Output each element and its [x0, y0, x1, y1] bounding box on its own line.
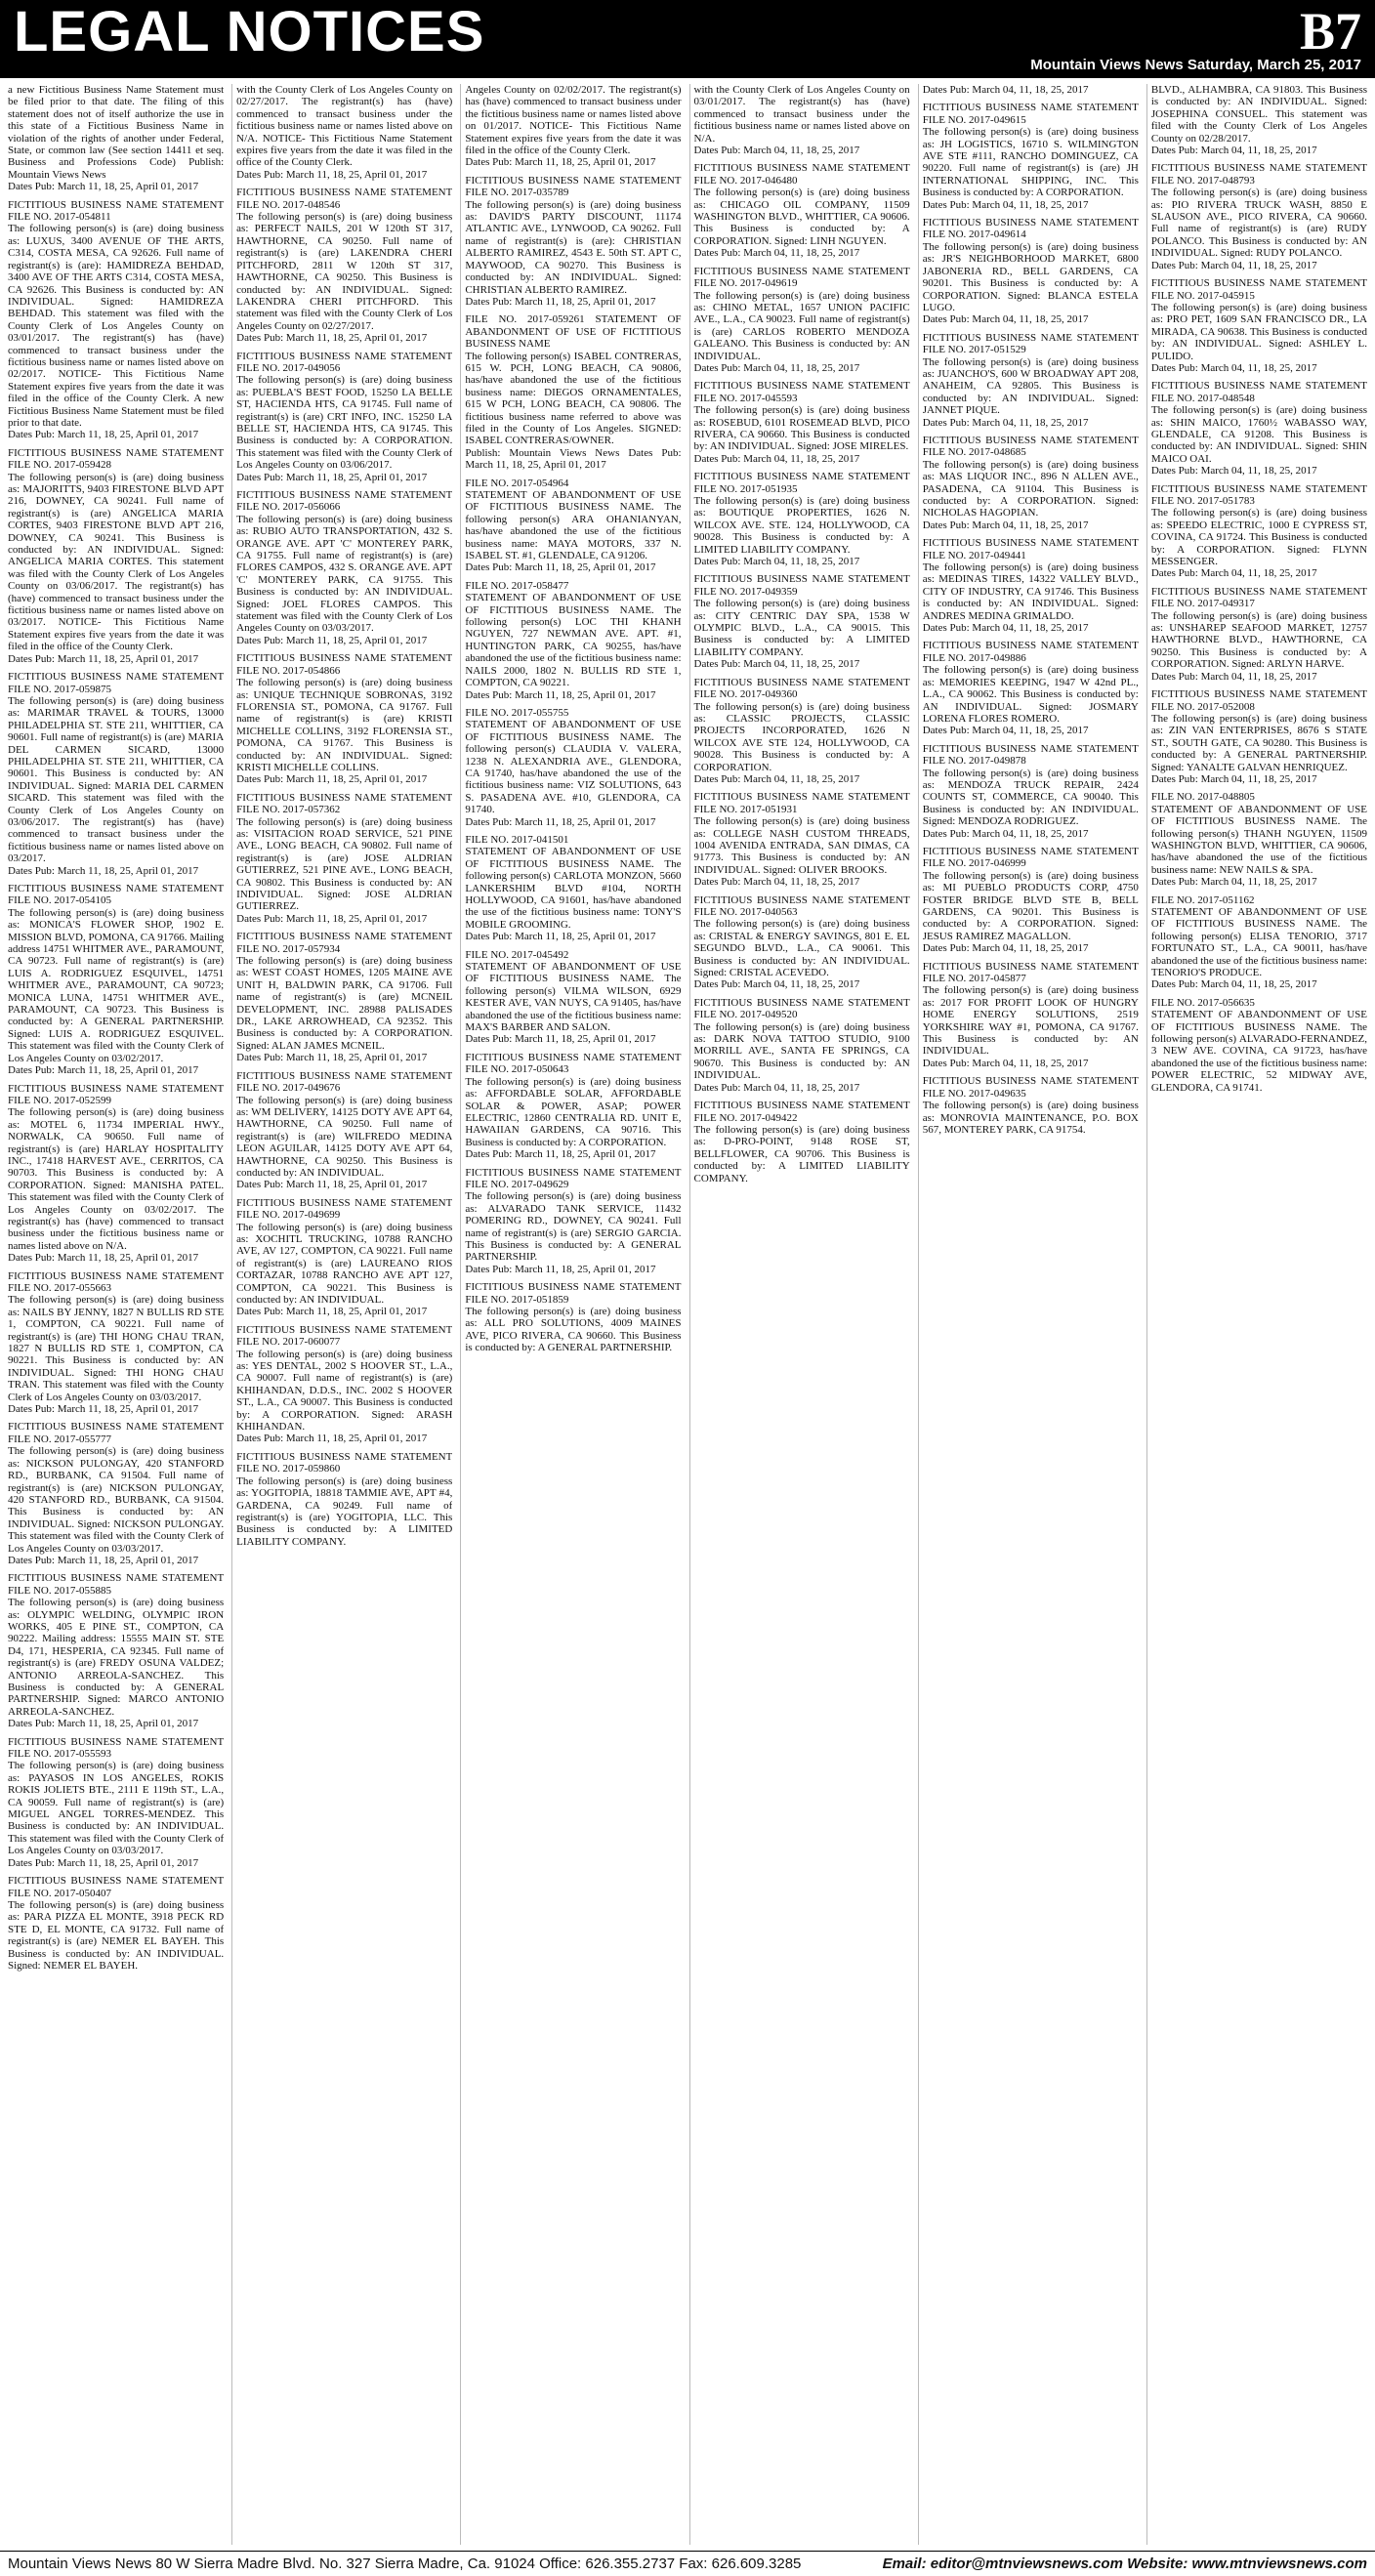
notice-heading: FICTITIOUS BUSINESS NAME STATEMENT FILE NO. 2017-049619 [693, 265, 910, 290]
notice-heading: FICTITIOUS BUSINESS NAME STATEMENT FILE NO. 2017-048793 [1150, 162, 1367, 187]
notice-column [8, 84, 224, 2545]
notice-heading: FILE NO. 2017-045492 [465, 948, 569, 961]
notice-body: STATEMENT OF ABANDONMENT OF USE OF FICTITIOUS BUSINESS NAME. The following person(s) THANH NGUYEN, 11509 WASHINGTON BLVD, WHITTIER, CA 90606, has/have abandoned the use of the fictitious business name: NEW NAILS & SPA. [1150, 803, 1367, 876]
notice-publication-dates: Dates Pub: March 04, 11, 18, 25, 2017 [693, 556, 860, 568]
notice-body: The following person(s) is (are) doing business as: ALL PRO SOLUTIONS, 4009 MAINES AVE, PICO RIVERA, CA 90660. This Business is conducted by: A GENERAL PARTNERSHIP. [465, 1306, 682, 1354]
legal-notice [465, 707, 681, 828]
notice-publication-dates: Dates Pub: March 04, 11, 18, 25, 2017 [1150, 772, 1317, 785]
legal-notice [694, 471, 910, 567]
notice-body: The following person(s) is (are) doing business as: UNIQUE TECHNIQUE SOBRONAS, 3192 FLORENSIA ST., POMONA, CA 91767. Full name of registrant(s) is (are) KRISTI MICHELLE COLLINS, 3192 FLORENSIA ST., POMONA, CA 91767. This Business is conducted by: AN INDIVIDUAL. Signed: KRISTI MICHELLE COLLINS. [236, 677, 453, 773]
notice-body: The following person(s) is (are) doing business as: AFFORDABLE SOLAR, AFFORDABLE SOLAR & POWER, ASAP; POWER ELECTRIC, 12860 CENTRALIA RD. UNIT E, HAWAIIAN GARDENS, CA 90716. This Business is conducted by: A CORPORATION. [465, 1075, 682, 1148]
notice-body: with the County Clerk of Los Angeles County on 02/27/2017. The registrant(s) has (have) commenced to transact business under the fictitious business name or names listed above on N/A. NOTICE- This Fictitious Name Statement expires five years from the date it was filed in the office of the County Clerk. [236, 84, 453, 169]
notice-body: The following person(s) is (are) doing business as: JR'S NEIGHBORHOOD MARKET, 6800 JABONERIA RD., BELL GARDENS, CA 90201. This Business is conducted by: A CORPORATION. Signed: BLANCA ESTELA LUGO. [922, 240, 1139, 313]
notice-publication-dates: Dates Pub: March 11, 18, 25, April 01, 2017 [8, 1856, 199, 1869]
legal-notice [465, 313, 681, 471]
notice-body: The following person(s) is (are) doing business as: D-PRO-POINT, 9148 ROSE ST, BELLFLOWER, CA 90706. This Business is conducted by: A LIMITED LIABILITY COMPANY. [693, 1123, 910, 1184]
legal-notice [8, 1421, 224, 1566]
legal-notice [694, 84, 910, 156]
notice-body: The following person(s) is (are) doing business as: XOCHITL TRUCKING, 10788 RANCHO AVE, AV 127, COMPTON, CA 90221. Full name of registrant(s) is (are) LAUREANO RIOS CORTAZAR, 10788 RANCHO AVE APT 127, COMPTON, CA 90221. This Business is conducted by: AN INDIVIDUAL. [236, 1221, 453, 1306]
notice-heading: FICTITIOUS BUSINESS NAME STATEMENT FILE NO. 2017-055663 [8, 1269, 225, 1294]
notice-heading: FICTITIOUS BUSINESS NAME STATEMENT FILE NO. 2017-055777 [8, 1421, 225, 1445]
legal-notice [1151, 586, 1367, 683]
notice-publication-dates: Dates Pub: March 11, 18, 25, April 01, 2017 [465, 931, 656, 943]
legal-notice [923, 640, 1139, 736]
notice-heading: FICTITIOUS BUSINESS NAME STATEMENT FILE NO. 2017-048685 [922, 434, 1139, 459]
legal-notice [694, 997, 910, 1094]
notice-heading: FICTITIOUS BUSINESS NAME STATEMENT FILE NO. 2017-045593 [693, 380, 910, 404]
legal-notice [1151, 894, 1367, 991]
legal-notice [923, 961, 1139, 1070]
notice-heading: FICTITIOUS BUSINESS NAME STATEMENT FILE NO. 2017-051931 [693, 791, 910, 815]
legal-notice [694, 380, 910, 465]
notice-publication-dates: Dates Pub: March 04, 11, 18, 25, 2017 [693, 361, 860, 374]
legal-notice [923, 435, 1139, 531]
notice-heading: FICTITIOUS BUSINESS NAME STATEMENT FILE NO. 2017-051783 [1150, 482, 1367, 507]
notice-body: The following person(s) is (are) doing business as: MAS LIQUOR INC., 896 N ALLEN AVE., PASADENA, CA 91104. This Business is conducted by: A CORPORATION. Signed: NICHOLAS HAGOPIAN. [922, 458, 1139, 519]
notice-body: The following person(s) is (are) doing business as: DAVID'S PARTY DISCOUNT, 11174 ATLANTIC AVE., LYNWOOD, CA 90262. Full name of registrant(s) is (are): CHRISTIAN ALBERTO RAMIREZ, 4543 E. 50th ST. APT C, MAYWOOD, CA 90270. This Business is conducted by: AN INDIVIDUAL. Signed: CHRISTIAN ALBERTO RAMIREZ. [465, 198, 682, 296]
notice-body: The following person(s) is (are) doing business as: JUANCHO'S, 600 W BROADWAY APT 208, ANAHEIM, CA 92805. This Business is conducted by: AN INDIVIDUAL. Signed: JANNET PIQUE. [922, 355, 1139, 417]
notice-body: Dates Pub: March 04, 11, 18, 25, 2017 [922, 84, 1089, 96]
legal-notice [8, 84, 224, 193]
notice-publication-dates: Dates Pub: March 11, 18, 25, April 01, 2017 [465, 156, 656, 169]
notice-publication-dates: Dates Pub: March 04, 11, 18, 25, 2017 [693, 772, 860, 785]
notice-heading: FICTITIOUS BUSINESS NAME STATEMENT FILE NO. 2017-046480 [693, 162, 910, 187]
notice-body: STATEMENT OF ABANDONMENT OF USE OF FICTITIOUS BUSINESS NAME. The following person(s) LOC THI KHANH NGUYEN, 727 NEWMAN AVE. APT. #1, HUNTINGTON PARK, CA 90255, has/have abandoned the use of the fictitious business name: NAILS 2000, 1802 N. BULLIS RD STE 1, COMPTON, CA 90221. [465, 592, 682, 689]
legal-notice [1151, 277, 1367, 374]
publication-date-line: Mountain Views News Saturday, March 25, 2017 [1030, 57, 1361, 73]
notice-heading: FICTITIOUS BUSINESS NAME STATEMENT FILE NO. 2017-054866 [236, 652, 453, 677]
notice-column [689, 84, 910, 2545]
notice-column [460, 84, 681, 2545]
notice-publication-dates: Dates Pub: March 11, 18, 25, April 01, 2017 [236, 1306, 428, 1318]
notice-heading: FICTITIOUS BUSINESS NAME STATEMENT FILE NO. 2017-049441 [922, 537, 1139, 561]
legal-notice [236, 187, 452, 344]
notice-body: The following person(s) is (are) doing business as: JH LOGISTICS, 16710 S. WILMINGTON AVE STE #111, RANCHO DOMINGUEZ, CA 90220. Full name of registrant(s) is (are) JH INTERNATIONAL SHIPPING, INC. This Business is conducted by: A CORPORATION. [922, 126, 1139, 199]
legal-notice [465, 1052, 681, 1161]
notice-publication-dates: Dates Pub: March 11, 18, 25, April 01, 2017 [236, 471, 428, 483]
notice-body: The following person(s) is (are) doing business as: MEMORIES KEEPING, 1947 W 42nd PL., L.A., CA 90062. This Business is conducted by: AN INDIVIDUAL. Signed: JOSMARY LORENA FLORES ROMERO. [922, 664, 1139, 725]
notice-heading: FICTITIOUS BUSINESS NAME STATEMENT FILE NO. 2017-049615 [922, 102, 1139, 126]
footer-contact-info: Mountain Views News 80 W Sierra Madre Blvd. No. 327 Sierra Madre, Ca. 91024 Office: 626.355.2737 Fax: 626.609.3285 [8, 2555, 802, 2572]
notice-publication-dates: Dates Pub: March 04, 11, 18, 25, 2017 [922, 1057, 1089, 1069]
notice-publication-dates: Dates Pub: March 11, 18, 25, April 01, 2017 [8, 1064, 199, 1077]
notice-publication-dates: Dates Pub: March 04, 11, 18, 25, 2017 [922, 827, 1089, 840]
notice-body: The following person(s) ISABEL CONTRERAS, 615 W. PCH, LONG BEACH, CA 90806, has/have abandoned the use of the fictitious business name: DIEGOS ORNAMENTALES, 615 W PCH, LONG BEACH, CA 90806. The fictitious business name referred to above was filed in the County of Los Angeles. SIGNED: ISABEL CONTRERAS/OWNER. [465, 350, 682, 447]
legal-notice [8, 1572, 224, 1729]
notice-body: The following person(s) is (are) doing business as: RUBIO AUTO TRANSPORTATION, 432 S. ORANGE AVE. APT 'C' MONTEREY PARK, CA 91755. Full name of registrant(s) is (are) FLORES CAMPOS, 432 S. ORANGE AVE. APT 'C' MONTEREY PARK, CA 91755. This Business is conducted by: AN INDIVIDUAL. Signed: JOEL FLORES CAMPOS. This statement was filed with the County Clerk of Los Angeles County on 03/03/2017. [236, 513, 453, 635]
legal-notice [8, 447, 224, 665]
notice-publication-dates: Dates Pub: March 04, 11, 18, 25, 2017 [693, 452, 860, 465]
notice-body: with the County Clerk of Los Angeles County on 03/01/2017. The registrant(s) has (have) commenced to transact business under the fictitious business name or names listed above on N/A. [693, 84, 910, 145]
notice-heading: FICTITIOUS BUSINESS NAME STATEMENT FILE NO. 2017-049520 [693, 996, 910, 1021]
notice-body: The following person(s) is (are) doing business as: MOTEL 6, 11734 IMPERIAL HWY., NORWALK, CA 90650. Full name of registrant(s) is (are) HARLAY HOSPITALITY INC., 17418 HARVEST AVE., CERRITOS, CA 90703. This Business is conducted by: A CORPORATION. Signed: MANISHA PATEL. This statement was filed with the County Clerk of Los Angeles County on 03/02/2017. The registrant(s) has (have) commenced to transact business under the fictitious business name or names listed above on N/A. [8, 1106, 225, 1252]
legal-notice [465, 1167, 681, 1276]
legal-notice [1151, 688, 1367, 785]
notice-heading: FICTITIOUS BUSINESS NAME STATEMENT FILE NO. 2017-035789 [465, 174, 682, 199]
legal-notice [8, 1875, 224, 1972]
notice-heading: FICTITIOUS BUSINESS NAME STATEMENT FILE NO. 2017-050407 [8, 1875, 225, 1899]
notice-heading: FICTITIOUS BUSINESS NAME STATEMENT FILE NO. 2017-046999 [922, 845, 1139, 870]
notice-heading: FICTITIOUS BUSINESS NAME STATEMENT FILE NO. 2017-045877 [922, 960, 1139, 985]
notice-heading: FICTITIOUS BUSINESS NAME STATEMENT FILE NO. 2017-049360 [693, 676, 910, 701]
notice-publication-dates: Dates Pub: March 11, 18, 25, April 01, 2017 [465, 1263, 656, 1275]
legal-notice [8, 199, 224, 441]
notice-body: The following person(s) is (are) doing business as: PAYASOS IN LOS ANGELES, ROKIS ROKIS JOLIETS BTE., 2111 E 119th ST., L.A., CA 90059. Full name of registrant(s) is (are) MIGUEL ANGEL TORRES-MENDEZ. This Business is conducted by: AN INDIVIDUAL. This statement was filed with the County Clerk of Los Angeles County on 03/03/2017. [8, 1760, 225, 1857]
notice-publication-dates: Dates Pub: March 04, 11, 18, 25, 2017 [1150, 978, 1317, 991]
notice-heading: FICTITIOUS BUSINESS NAME STATEMENT FILE NO. 2017-049878 [922, 742, 1139, 768]
notice-publication-dates: Dates Pub: March 04, 11, 18, 25, 2017 [693, 247, 860, 260]
notice-publication-dates: Dates Pub: March 11, 18, 25, April 01, 2017 [236, 634, 428, 646]
notice-publication-dates: Dates Pub: March 04, 11, 18, 25, 2017 [693, 658, 860, 671]
legal-notice [8, 671, 224, 877]
notice-body: The following person(s) is (are) doing business as: OLYMPIC WELDING, OLYMPIC IRON WORKS, 405 E PINE ST., COMPTON, CA 90222. Mailing address: 15555 MAIN ST. STE D4, 171, HESPERIA, CA 92345. Full name of registrant(s) is (are) FREDY OSUNA VALDEZ; ANTONIO ARREOLA-SANCHEZ. This Business is conducted by: A GENERAL PARTNERSHIP. Signed: MARCO ANTONIO ARREOLA-SANCHEZ. [8, 1597, 225, 1718]
legal-notice [923, 332, 1139, 429]
legal-notice [1151, 84, 1367, 156]
notice-heading: FICTITIOUS BUSINESS NAME STATEMENT FILE NO. 2017-049676 [236, 1069, 453, 1095]
legal-notice [1151, 483, 1367, 580]
legal-notice [923, 84, 1139, 96]
notice-publication-dates: Dates Pub: March 11, 18, 25, April 01, 2017 [236, 332, 428, 345]
legal-notice [694, 162, 910, 259]
notice-publication-dates: Dates Pub: March 04, 11, 18, 25, 2017 [1150, 567, 1317, 580]
legal-notice [8, 1736, 224, 1869]
notice-body: The following person(s) is (are) doing business as: MONICA'S FLOWER SHOP, 1902 E. MISSION BLVD, POMONA, CA 91766. Mailing address 14751 WHITMER AVE., PARAMOUNT, CA 90723. Full name of registrant(s) is (are) LUIS A. RODRIGUEZ ESQUIVEL, 14751 WHITMER AVE., PARAMOUNT, CA 90723; MONICA LUNA, 14751 WHITMER AVE., PARAMOUNT, CA 90723. This Business is conducted by: A GENERAL PARTNERSHIP. Signed: LUIS A. RODRIGUEZ ESQUIVEL. This statement was filed with the County Clerk of Los Angeles County on 03/02/2017. [8, 906, 225, 1064]
notice-publication-dates: Dates Pub: March 11, 18, 25, April 01, 2017 [236, 168, 428, 181]
notice-heading: FICTITIOUS BUSINESS NAME STATEMENT FILE NO. 2017-049317 [1150, 585, 1367, 610]
legal-notice [465, 580, 681, 701]
notice-heading: FICTITIOUS BUSINESS NAME STATEMENT FILE NO. 2017-057362 [236, 791, 453, 816]
notice-publication-dates: Dates Pub: March 04, 11, 18, 25, 2017 [1150, 361, 1317, 374]
notice-body: STATEMENT OF ABANDONMENT OF USE OF FICTITIOUS BUSINESS NAME. The following person(s) CARLOTA MONZON, 5660 LANKERSHIM BLVD #104, NORTH HOLLYWOOD, CA 91601, has/have abandoned the use of the fictitious business name: TONY'S MOBILE GROOMING. [465, 846, 682, 931]
notice-heading: FICTITIOUS BUSINESS NAME STATEMENT FILE NO. 2017-054811 [8, 198, 225, 224]
notice-publication-dates: Dates Pub: March 04, 11, 18, 25, 2017 [922, 942, 1089, 955]
notice-heading: FICTITIOUS BUSINESS NAME STATEMENT FILE NO. 2017-059875 [8, 671, 225, 695]
legal-notice [236, 84, 452, 181]
notice-body: The following person(s) is (are) doing business as: CITY CENTRIC DAY SPA, 1538 W OLYMPIC BLVD., L.A., CA 90015. This Business is conducted by: A LIMITED LIABILITY COMPANY. [693, 598, 910, 658]
legal-notice [465, 949, 681, 1046]
notice-body: BLVD., ALHAMBRA, CA 91803. This Business is conducted by: AN INDIVIDUAL. Signed: JOSEPHINA CONSUEL. This statement was filed with the County Clerk of Los Angeles County on 02/28/2017. [1150, 84, 1367, 145]
notice-body: The following person(s) is (are) doing business as: LUXUS, 3400 AVENUE OF THE ARTS, C314, COSTA MESA, CA 92626. Full name of registrant(s) is (are): HAMIDREZA BEHDAD, 3400 AVE OF THE ARTS C314, COSTA MESA, CA 92626. This Business is conducted by: AN INDIVIDUAL. Signed: HAMIDREZA BEHDAD. This statement was filed with the County Clerk of Los Angeles County on 03/01/2017. The registrant(s) has (have) commenced to transact business under the fictitious business name or names listed above on 02/2017. NOTICE- This Fictitious Name Statement expires five years from the date it was filed in the office of the County Clerk. A new Fictitious Business Name Statement must be filed prior to that date. [8, 223, 225, 429]
legal-notice [694, 1100, 910, 1184]
legal-notice [694, 677, 910, 786]
legal-notice [923, 743, 1139, 840]
legal-notice [236, 489, 452, 646]
legal-notice [8, 883, 224, 1077]
notice-heading: FICTITIOUS BUSINESS NAME STATEMENT FILE NO. 2017-049359 [693, 573, 910, 598]
notice-body: The following person(s) is (are) doing business as: PARA PIZZA EL MONTE, 3918 PECK RD STE D, EL MONTE, CA 91732. Full name of registrant(s) is (are) NEMER EL BAYEH. This Business is conducted by: AN INDIVIDUAL. Signed: NEMER EL BAYEH. [8, 1898, 225, 1972]
notice-publication-dates: Dates Pub: March 04, 11, 18, 25, 2017 [922, 725, 1089, 737]
notice-body: The following person(s) is (are) doing business as: PERFECT NAILS, 201 W 120th ST 317, HAWTHORNE, CA 90250. Full name of registrant(s) is (are) LAKENDRA CHERI PITCHFORD, 2811 W 120th ST 317, HAWTHORNE, CA 90250. This Business is conducted by: AN INDIVIDUAL. Signed: LAKENDRA CHERI PITCHFORD. This statement was filed with the County Clerk of Los Angeles County on 02/27/2017. [236, 211, 453, 332]
notice-body: a new Fictitious Business Name Statement must be filed prior to that date. The filing of this statement does not of itself authorize the use in this state of a Fictitious Business Name in violation of the rights of another under Federal, State, or common law (See section 14411 et seq. Business and Professions Code) Publish: Mountain Views News [8, 84, 225, 181]
notice-heading: FILE NO. 2017-056635 [1150, 996, 1255, 1009]
notice-heading: FILE NO. 2017-059261 STATEMENT OF ABANDONMENT OF USE OF FICTITIOUS BUSINESS NAME [465, 313, 682, 351]
notice-publication-dates: Dates Pub: March 04, 11, 18, 25, 2017 [693, 876, 860, 889]
notice-body: The following person(s) is (are) doing business as: VISITACION ROAD SERVICE, 521 PINE AVE., LONG BEACH, CA 90802. Full name of registrant(s) is (are) JOSE ALDRIAN GUTIERREZ, 521 PINE AVE., LONG BEACH, CA 90802. This Business is conducted by: AN INDIVIDUAL. Signed: JOSE ALDRIAN GUTIERREZ. [236, 815, 453, 913]
notice-body: STATEMENT OF ABANDONMENT OF USE OF FICTITIOUS BUSINESS NAME. The following person(s) ARA OHANIANYAN, has/have abandoned the use of the fictitious business name: MAYA MOTORS, 337 N. ISABEL ST. #1, GLENDALE, CA 91206. [465, 489, 682, 562]
notice-body: The following person(s) is (are) doing business as: MI PUEBLO PRODUCTS CORP, 4750 FOSTER BRIDGE BLVD STE B, BELL GARDENS, CA 90201. This Business is conducted by: A CORPORATION. Signed: JESUS RAMIREZ MAGALLON. [922, 869, 1139, 942]
notice-heading: FICTITIOUS BUSINESS NAME STATEMENT FILE NO. 2017-052599 [8, 1082, 225, 1106]
notice-heading: FICTITIOUS BUSINESS NAME STATEMENT FILE NO. 2017-049886 [922, 640, 1139, 664]
notice-body: The following person(s) is (are) doing business as: WEST COAST HOMES, 1205 MAINE AVE UNIT H, BALDWIN PARK, CA 91706. Full name of registrant(s) is (are) MCNEIL DEVELOPMENT, INC. 28988 PALISADES DR., LAKE ARROWHEAD, CA 92352. This Business is conducted by: A CORPORATION. Signed: ALAN JAMES MCNEIL. [236, 955, 453, 1052]
notice-publication-dates: Dates Pub: March 04, 11, 18, 25, 2017 [922, 198, 1089, 211]
page-header [0, 0, 1375, 78]
notice-publication-dates: Dates Pub: March 11, 18, 25, April 01, 2017 [8, 864, 199, 877]
notice-heading: FICTITIOUS BUSINESS NAME STATEMENT FILE NO. 2017-051935 [693, 471, 910, 495]
notice-heading: FICTITIOUS BUSINESS NAME STATEMENT FILE NO. 2017-048548 [1150, 380, 1367, 404]
legal-notice [1151, 791, 1367, 888]
notice-heading: FICTITIOUS BUSINESS NAME STATEMENT FILE NO. 2017-057934 [236, 931, 453, 955]
notice-heading: FICTITIOUS BUSINESS NAME STATEMENT FILE NO. 2017-052008 [1150, 688, 1367, 713]
notice-body: The following person(s) is (are) doing business as: CHICAGO OIL COMPANY, 11509 WASHINGTON BLVD., WHITTIER, CA 90606. This Business is conducted by: A CORPORATION. Signed: LINH NGUYEN. [693, 187, 910, 247]
page-number: B7 [1299, 2, 1361, 61]
notice-heading: FICTITIOUS BUSINESS NAME STATEMENT FILE NO. 2017-049699 [236, 1196, 453, 1222]
notice-publication-dates: Dates Pub: March 04, 11, 18, 25, 2017 [1150, 259, 1317, 271]
notice-publication-dates: Dates Pub: March 04, 11, 18, 25, 2017 [922, 416, 1089, 429]
notice-publication-dates: Dates Pub: March 11, 18, 25, April 01, 2017 [236, 1052, 428, 1064]
notice-heading: FICTITIOUS BUSINESS NAME STATEMENT FILE NO. 2017-059428 [8, 446, 225, 472]
notice-heading: FICTITIOUS BUSINESS NAME STATEMENT FILE NO. 2017-051529 [922, 331, 1139, 356]
notice-heading: FICTITIOUS BUSINESS NAME STATEMENT FILE NO. 2017-049635 [922, 1075, 1139, 1100]
notice-heading: FICTITIOUS BUSINESS NAME STATEMENT FILE NO. 2017-048546 [236, 187, 453, 211]
notice-publication-dates: Dates Pub: March 04, 11, 18, 25, 2017 [922, 313, 1089, 326]
notice-publication-dates: Dates Pub: March 11, 18, 25, April 01, 2017 [8, 1252, 199, 1265]
legal-notice [236, 1324, 452, 1445]
notice-heading: FICTITIOUS BUSINESS NAME STATEMENT FILE NO. 2017-050643 [465, 1051, 682, 1076]
notice-heading: FICTITIOUS BUSINESS NAME STATEMENT FILE NO. 2017-045915 [1150, 277, 1367, 302]
legal-notice [1151, 380, 1367, 477]
notice-publication-dates: Dates Pub: March 11, 18, 25, April 01, 2017 [465, 815, 656, 828]
notice-publication-dates: Dates Pub: March 11, 18, 25, April 01, 2017 [465, 561, 656, 574]
notice-body: The following person(s) is (are) doing business as: MENDOZA TRUCK REPAIR, 2424 COUNTS ST, COMMERCE, CA 90040. This Business is conducted by: AN INDIVIDUAL. Signed: MENDOZA RODRIGUEZ. [922, 767, 1139, 828]
notice-column [918, 84, 1139, 2545]
legal-notice [923, 846, 1139, 955]
notice-body: The following person(s) is (are) doing business as: PUEBLA'S BEST FOOD, 15250 LA BELLE ST, HACIENDA HTS, CA 91745. Full name of registrant(s) is (are) CRT INFO, INC. 15250 LA BELLE ST, HACIENDA HTS, CA 91745. This Business is conducted by: A CORPORATION. This statement was filed with the County Clerk of Los Angeles County on 03/06/2017. [236, 374, 453, 472]
legal-notice [236, 792, 452, 925]
notice-body: The following person(s) is (are) doing business as: SHIN MAICO, 1760½ WABASSO WAY, GLENDALE, CA 91208. This Business is conducted by: AN INDIVIDUAL. Signed: SHIN MAICO OAI. [1150, 404, 1367, 465]
notice-publication-dates: Dates Pub: March 04, 11, 18, 25, 2017 [1150, 670, 1317, 683]
legal-notice [236, 931, 452, 1063]
legal-notice [8, 1270, 224, 1416]
notice-body: The following person(s) is (are) doing business as: SPEEDO ELECTRIC, 1000 E CYPRESS ST, COVINA, CA 91724. This Business is conducted by: A CORPORATION. Signed: FLYNN MESSENGER. [1150, 507, 1367, 568]
notice-heading: FICTITIOUS BUSINESS NAME STATEMENT FILE NO. 2017-049614 [922, 217, 1139, 241]
notice-body: The following person(s) is (are) doing business as: ZIN VAN ENTERPRISES, 8676 S STATE ST., SOUTH GATE, CA 90280. This Business is conducted by: A GENERAL PARTNERSHIP. Signed: YANALTE GALVAN HENRIQUEZ. [1150, 712, 1367, 773]
notice-heading: FICTITIOUS BUSINESS NAME STATEMENT FILE NO. 2017-054105 [8, 883, 225, 907]
notice-publication-dates: Dates Pub: March 04, 11, 18, 25, 2017 [693, 1081, 860, 1094]
footer-email-website: Email: editor@mtnviewsnews.com Website: www.mtnviewsnews.com [882, 2555, 1367, 2572]
notice-heading: FILE NO. 2017-048805 [1150, 791, 1255, 804]
page-footer [0, 2551, 1375, 2576]
notice-publication-dates: Dates Pub: March 04, 11, 18, 25, 2017 [693, 978, 860, 991]
notice-heading: FILE NO. 2017-058477 [465, 579, 569, 592]
legal-notice [694, 266, 910, 375]
notices-columns [8, 84, 1367, 2545]
legal-notice [236, 1451, 452, 1548]
notice-heading: FICTITIOUS BUSINESS NAME STATEMENT FILE NO. 2017-056066 [236, 489, 453, 514]
notice-column [231, 84, 452, 2545]
notice-body: The following person(s) is (are) doing business as: BOUTIQUE PROPERTIES, 1626 N. WILCOX AVE. STE. 124, HOLLYWOOD, CA 90028. This Business is conducted by: A LIMITED LIABILITY COMPANY. [693, 495, 910, 556]
legal-notice [923, 102, 1139, 211]
notice-publication-dates: Dates Pub: March 11, 18, 25, April 01, 2017 [465, 295, 656, 308]
notice-body: The following person(s) is (are) doing business as: ALVARADO TANK SERVICE, 11432 POMERING RD., DOWNEY, CA 90241. Full name of registrant(s) is (are) SERGIO GARCIA. This Business is conducted by: A GENERAL PARTNERSHIP. [465, 1190, 682, 1264]
notice-publication-dates: Dates Pub: March 11, 18, 25, April 01, 2017 [465, 688, 656, 701]
notice-heading: FICTITIOUS BUSINESS NAME STATEMENT FILE NO. 2017-055593 [8, 1735, 225, 1761]
section-title: LEGAL NOTICES [14, 0, 485, 63]
notice-heading: FICTITIOUS BUSINESS NAME STATEMENT FILE NO. 2017-060077 [236, 1323, 453, 1349]
legal-notice [465, 1281, 681, 1353]
notice-publication-dates: Dates Pub: March 04, 11, 18, 25, 2017 [693, 145, 860, 157]
notice-heading: FICTITIOUS BUSINESS NAME STATEMENT FILE NO. 2017-049056 [236, 350, 453, 374]
notice-heading: FILE NO. 2017-051162 [1150, 893, 1255, 906]
notice-publication-dates: Dates Pub: March 04, 11, 18, 25, 2017 [922, 519, 1089, 531]
legal-notice [694, 573, 910, 670]
notice-heading: FICTITIOUS BUSINESS NAME STATEMENT FILE NO. 2017-049422 [693, 1100, 910, 1124]
notice-body: The following person(s) is (are) doing business as: YOGITOPIA, 18818 TAMMIE AVE, APT #4, GARDENA, CA 90249. Full name of registrant(s) is (are) YOGITOPIA, LLC. This Business is conducted by: A LIMITED LIABILITY COMPANY. [236, 1475, 453, 1548]
notice-publication-dates: Dates Pub: March 11, 18, 25, April 01, 2017 [8, 181, 199, 193]
notice-publication-dates: Dates Pub: March 11, 18, 25, April 01, 2017 [236, 912, 428, 925]
notice-body: The following person(s) is (are) doing business as: NAILS BY JENNY, 1827 N BULLIS RD STE 1, COMPTON, CA 90221. Full name of registrant(s) is (are) THI HONG CHAU TRAN, 1827 N BULLIS RD STE 1, COMPTON, CA 90221. This Business is conducted by: AN INDIVIDUAL. Signed: THI HONG CHAU TRAN. This statement was filed with the County Clerk of Los Angeles County on 03/03/2017. [8, 1294, 225, 1403]
legal-notice [236, 1070, 452, 1191]
notice-body: Angeles County on 02/02/2017. The registrant(s) has (have) commenced to transact business under the fictitious business name or names listed above on 01/2017. NOTICE- This Fictitious Name Statement expires five years from the date it was filed in the office of the County Clerk. [465, 84, 682, 157]
notice-publication-dates: Dates Pub: March 04, 11, 18, 25, 2017 [1150, 876, 1317, 889]
legal-notice [236, 1197, 452, 1318]
notice-body: The following person(s) is (are) doing business as: MARIMAR TRAVEL & TOURS, 13000 PHILADELPHIA ST. STE 211, WHITTIER, CA 90601. Full name of registrant(s) is (are) MARIA DEL CARMEN SICARD, 13000 PHILADELPHIA ST. STE 211, WHITTIER, CA 90601. This Business is conducted by: AN INDIVIDUAL. Signed: MARIA DEL CARMEN SICARD. This statement was filed with the County Clerk of Los Angeles County on 03/06/2017. The registrant(s) has (have) commenced to transact business under the fictitious business name or names listed above on 03/2017. [8, 694, 225, 865]
notice-publication-dates: Dates Pub: March 11, 18, 25, April 01, 2017 [236, 1433, 428, 1445]
notice-heading: FICTITIOUS BUSINESS NAME STATEMENT FILE NO. 2017-040563 [693, 893, 910, 918]
notice-publication-dates: Dates Pub: March 11, 18, 25, April 01, 2017 [8, 652, 199, 665]
notice-body: The following person(s) is (are) doing business as: DARK NOVA TATTOO STUDIO, 9100 MORRILL AVE., SANTA FE SPRINGS, CA 90670. This Business is conducted by: AN INDIVIDUAL. [693, 1020, 910, 1082]
notice-publication-dates: Dates Pub: March 11, 18, 25, April 01, 2017 [8, 1554, 199, 1566]
notice-body: The following person(s) is (are) doing business as: PIO RIVERA TRUCK WASH, 8850 E SLAUSON AVE., PICO RIVERA, CA 90660. Full name of registrant(s) is (are) RUDY POLANCO. This Business is conducted by: AN INDIVIDUAL. Signed: RUDY POLANCO. [1150, 187, 1367, 260]
notice-body: The following person(s) is (are) doing business as: WM DELIVERY, 14125 DOTY AVE APT 64, HAWTHORNE, CA 90250. Full name of registrant(s) is (are) WILFREDO MEDINA LEON AGUILAR, 14125 DOTY AVE APT 64, HAWTHORNE, CA 90250. This Business is conducted by: AN INDIVIDUAL. [236, 1094, 453, 1179]
notice-heading: FILE NO. 2017-041501 [465, 833, 569, 846]
notice-body: STATEMENT OF ABANDONMENT OF USE OF FICTITIOUS BUSINESS NAME. The following person(s) CLAUDIA V. VALERA, 1238 N. ALEXANDRIA AVE., GLENDORA, CA 91740, has/have abandoned the use of the fictitious business name: VIZ SOLUTIONS, 643 S. PASADENA AVE. #10, GLENDORA, CA 91740. [465, 719, 682, 816]
notice-publication-dates: Dates Pub: March 11, 18, 25, April 01, 2017 [8, 1403, 199, 1416]
legal-notice [465, 478, 681, 574]
notice-publication-dates: Dates Pub: March 04, 11, 18, 25, 2017 [1150, 465, 1317, 478]
legal-notice [465, 834, 681, 943]
notice-heading: FICTITIOUS BUSINESS NAME STATEMENT FILE NO. 2017-059860 [236, 1450, 453, 1475]
notice-column [1146, 84, 1367, 2545]
legal-notice [1151, 997, 1367, 1094]
notice-body: The following person(s) is (are) doing business as: MONROVIA MAINTENANCE, P.O. BOX 567, MONTEREY PARK, CA 91754. [922, 1100, 1139, 1136]
notice-body: The following person(s) is (are) doing business as: ROSEBUD, 6101 ROSEMEAD BLVD, PICO RIVERA, CA 90660. This Business is conducted by: AN INDIVIDUAL. Signed: JOSE MIRELES. [693, 404, 910, 453]
notice-heading: FILE NO. 2017-054964 [465, 477, 569, 489]
notice-body: The following person(s) is (are) doing business as: 2017 FOR PROFIT LOOK OF HUNGRY HOME ENERGY SOLUTIONS, 2519 YORKSHIRE WAY #1, POMONA, CA 91767. This Business is conducted by: AN INDIVIDUAL. [922, 984, 1139, 1058]
notice-publication-dates: Dates Pub: March 11, 18, 25, April 01, 2017 [8, 429, 199, 441]
notice-body: STATEMENT OF ABANDONMENT OF USE OF FICTITIOUS BUSINESS NAME. The following person(s) VILMA WILSON, 6929 KESTER AVE, VAN NUYS, CA 91405, has/have abandoned the use of the fictitious business name: MAX'S BARBER AND SALON. [465, 961, 682, 1034]
notice-publication-dates: Dates Pub: March 11, 18, 25, April 01, 2017 [465, 1148, 656, 1161]
notice-body: The following person(s) is (are) doing business as: COLLEGE NASH CUSTOM THREADS, 1004 AVENIDA ENTRADA, SAN DIMAS, CA 91773. This Business is conducted by: AN INDIVIDUAL. Signed: OLIVER BROOKS. [693, 815, 910, 876]
notice-body: The following person(s) is (are) doing business as: NICKSON PULONGAY, 420 STANFORD RD., BURBANK, CA 91504. Full name of registrant(s) is (are) NICKSON PULONGAY, 420 STANFORD RD., BURBANK, CA 91504. This Business is conducted by: AN INDIVIDUAL. Signed: NICKSON PULONGAY. This statement was filed with the County Clerk of Los Angeles County on 03/03/2017. [8, 1445, 225, 1555]
notice-publication-dates: Dates Pub: March 11, 18, 25, April 01, 2017 [236, 1179, 428, 1191]
legal-notice [465, 84, 681, 169]
notice-body: The following person(s) is (are) doing business as: MEDINAS TIRES, 14322 VALLEY BLVD., CITY OF INDUSTRY, CA 91746. This Business is conducted by: AN INDIVIDUAL. Signed: ANDRES MEDINA GRIMALDO. [922, 561, 1139, 622]
notice-publication-dates: Dates Pub: March 11, 18, 25, April 01, 2017 [236, 773, 428, 786]
legal-notice [236, 652, 452, 785]
legal-notice [923, 217, 1139, 326]
notice-heading: FICTITIOUS BUSINESS NAME STATEMENT FILE NO. 2017-049629 [465, 1166, 682, 1190]
notice-body: The following person(s) is (are) doing business as: CLASSIC PROJECTS, CLASSIC PROJECTS INCORPORATED, 1626 N WILCOX AVE STE 124, HOLLYWOOD, CA 90028. This Business is conducted by: A CORPORATION. [693, 700, 910, 773]
notice-publication-dates: Dates Pub: March 04, 11, 18, 25, 2017 [922, 622, 1089, 635]
legal-notice [694, 791, 910, 888]
legal-notice [8, 1083, 224, 1265]
legal-notice [465, 175, 681, 308]
notice-body: The following person(s) is (are) doing business as: CHINO METAL, 1657 UNION PACIFIC AVE., L.A., CA 90023. Full name of registrant(s) is (are) CARLOS ROBERTO MENDOZA GALEANO. This Business is conducted by: AN INDIVIDUAL. [693, 289, 910, 362]
notice-body: The following person(s) is (are) doing business as: UNSHAREP SEAFOOD MARKET, 12757 HAWTHORNE BLVD., HAWTHORNE, CA 90250. This Business is conducted by: A CORPORATION. Signed: ARLYN HARVE. [1150, 609, 1367, 671]
notice-publication-dates: Dates Pub: March 04, 11, 18, 25, 2017 [1150, 145, 1317, 157]
legal-notice [694, 894, 910, 991]
legal-notice [923, 537, 1139, 634]
notice-body: STATEMENT OF ABANDONMENT OF USE OF FICTITIOUS BUSINESS NAME. The following person(s) ALVARADO-FERNANDEZ, 3 NEW AVE. COVINA, CA 91723, has/have abandoned the use of the fictitious business name: POWER ELECTRIC, 52 MIDWAY AVE, GLENDORA, CA 91741. [1150, 1009, 1367, 1094]
legal-notice [236, 351, 452, 483]
notice-body: The following person(s) is (are) doing business as: YES DENTAL, 2002 S HOOVER ST., L.A., CA 90007. Full name of registrant(s) is (are) KHIHANDAN, D.D.S., INC. 2002 S HOOVER ST., L.A., CA 90007. This Business is conducted by: A CORPORATION. Signed: ARASH KHIHANDAN. [236, 1348, 453, 1433]
notice-body: The following person(s) is (are) doing business as: MAJORITTS, 9403 FIRESTONE BLVD APT 216, DOWNEY, CA 90241. Full name of registrant(s) is (are) ANGELICA MARIA CORTES, 9403 FIRESTONE BLVD APT 216, DOWNEY, CA 90241. This Business is conducted by: AN INDIVIDUAL. Signed: ANGELICA MARIA CORTES. This statement was filed with the County Clerk of Los Angeles County on 03/06/2017. The registrant(s) has (have) commenced to transact business under the fictitious business name or names listed above on 03/2017. NOTICE- This Fictitious Name Statement expires five years from the date it was filed in the office of the County Clerk. [8, 471, 225, 653]
notice-body: STATEMENT OF ABANDONMENT OF USE OF FICTITIOUS BUSINESS NAME. The following person(s) ELISA TENORIO, 3717 FORTUNATO ST., L.A., CA 90011, has/have abandoned the use of the fictitious business name: TENORIO'S PRODUCE. [1150, 906, 1367, 979]
notice-heading: FILE NO. 2017-055755 [465, 706, 569, 719]
notice-body: The following person(s) is (are) doing business as: PRO PET, 1609 SAN FRANCISCO DR., LA MIRADA, CA 90638. This Business is conducted by: AN INDIVIDUAL. Signed: ASHLEY L. PULIDO. [1150, 301, 1367, 362]
legal-notice [1151, 162, 1367, 271]
legal-notice [923, 1075, 1139, 1136]
notice-body: The following person(s) is (are) doing business as: CRISTAL & ENERGY SAVINGS, 801 E. EL SEGUNDO BLVD., L.A., CA 90061. This Business is conducted by: AN INDIVIDUAL. Signed: CRISTAL ACEVEDO. [693, 918, 910, 979]
notice-heading: FICTITIOUS BUSINESS NAME STATEMENT FILE NO. 2017-055885 [8, 1572, 225, 1597]
notice-publication-dates: Publish: Mountain Views News Dates Pub: March 11, 18, 25, April 01, 2017 [465, 446, 682, 472]
notice-publication-dates: Dates Pub: March 11, 18, 25, April 01, 2017 [465, 1033, 656, 1046]
notice-publication-dates: Dates Pub: March 11, 18, 25, April 01, 2017 [8, 1718, 199, 1730]
notice-heading: FICTITIOUS BUSINESS NAME STATEMENT FILE NO. 2017-051859 [465, 1281, 682, 1306]
